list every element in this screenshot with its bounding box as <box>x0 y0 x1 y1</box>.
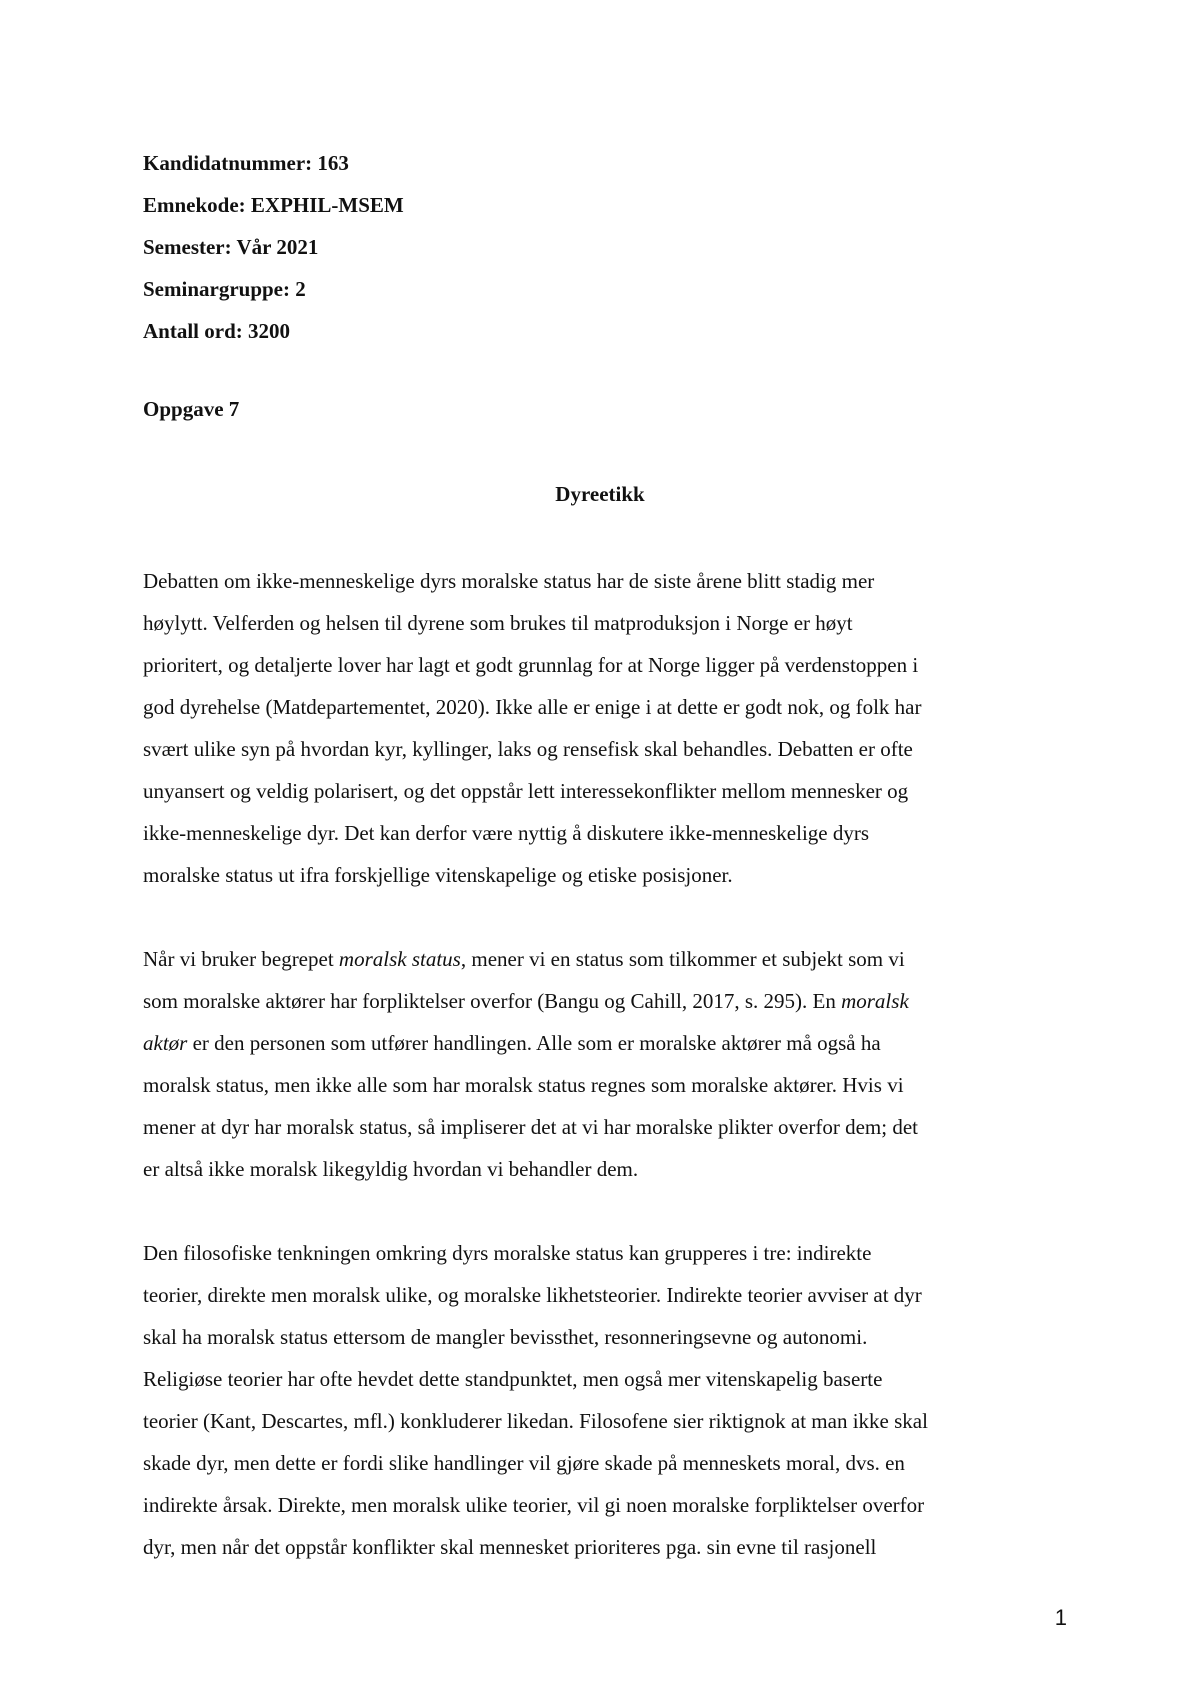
paragraph-line: god dyrehelse (Matdepartementet, 2020). Ikke alle er enige i at dette er godt nok, og folk har <box>143 695 922 719</box>
seminar-group: Seminargruppe: 2 <box>143 277 306 301</box>
paragraph-3 <box>143 1232 1063 1568</box>
candidate-number: Kandidatnummer: 163 <box>143 151 349 175</box>
paragraph-2 <box>143 938 1063 1190</box>
paragraph-line: svært ulike syn på hvordan kyr, kyllinger, laks og rensefisk skal behandles. Debatten er ofte <box>143 737 913 761</box>
text-run: er altså ikke moralsk likegyldig hvordan vi behandler dem. <box>143 1157 639 1181</box>
paragraph-line: Religiøse teorier har ofte hevdet dette standpunktet, men også mer vitenskapelig baserte <box>143 1367 883 1391</box>
text-run: som moralske aktører har forpliktelser overfor (Bangu og Cahill, 2017, s. 295). En <box>143 989 842 1013</box>
text-run: moralsk status, men ikke alle som har moralsk status regnes som moralske aktører. Hvis vi <box>143 1073 904 1097</box>
task-label: Oppgave 7 <box>143 397 240 421</box>
text-run: er den personen som utfører handlingen. Alle som er moralske aktører må også ha <box>187 1031 881 1055</box>
italic-term: moralsk <box>841 989 909 1013</box>
paragraph-line: indirekte årsak. Direkte, men moralsk ulike teorier, vil gi noen moralske forpliktelser overfor <box>143 1493 925 1517</box>
paragraph-line <box>143 1106 1063 1148</box>
text-run: Når vi bruker begrepet <box>143 947 339 971</box>
text-run: , mener vi en status som tilkommer et subjekt som vi <box>460 947 905 971</box>
text-run: mener at dyr har moralsk status, så impliserer det at vi har moralske plikter overfor dem; det <box>143 1115 919 1139</box>
course-code: Emnekode: EXPHIL-MSEM <box>143 193 404 217</box>
paragraph-line: Den filosofiske tenkningen omkring dyrs moralske status kan grupperes i tre: indirekte <box>143 1241 872 1265</box>
paragraph-line <box>143 938 1063 980</box>
paragraph-line: skade dyr, men dette er fordi slike handlinger vil gjøre skade på menneskets moral, dvs. en <box>143 1451 905 1475</box>
paragraph-line <box>143 980 1063 1022</box>
document-title: Dyreetikk <box>555 482 645 506</box>
paragraph-line: høylytt. Velferden og helsen til dyrene som brukes til matproduksjon i Norge er høyt <box>143 611 853 635</box>
word-count: Antall ord: 3200 <box>143 319 290 343</box>
paragraph-line: moralske status ut ifra forskjellige vitenskapelige og etiske posisjoner. <box>143 863 733 887</box>
paragraph-line <box>143 1148 1063 1190</box>
paragraph-line: dyr, men når det oppstår konflikter skal mennesket prioriteres pga. sin evne til rasjonell <box>143 1535 877 1559</box>
page-number: 1 <box>1054 1605 1067 1630</box>
paragraph-line: teorier, direkte men moralsk ulike, og moralske likhetsteorier. Indirekte teorier avviser at dyr <box>143 1283 922 1307</box>
paragraph-line <box>143 1022 1063 1064</box>
paragraph-line: unyansert og veldig polarisert, og det oppstår lett interessekonflikter mellom mennesker og <box>143 779 909 803</box>
semester: Semester: Vår 2021 <box>143 235 319 259</box>
italic-term: moralsk status <box>338 947 461 971</box>
paragraph-line: skal ha moralsk status ettersom de mangler bevissthet, resonneringsevne og autonomi. <box>143 1325 868 1349</box>
header-block <box>143 142 843 352</box>
italic-term: aktør <box>143 1031 188 1055</box>
paragraph-line: Debatten om ikke-menneskelige dyrs moralske status har de siste årene blitt stadig mer <box>143 569 875 593</box>
paragraph-line <box>143 1064 1063 1106</box>
paragraph-1 <box>143 560 1063 896</box>
paragraph-line: teorier (Kant, Descartes, mfl.) konkluderer likedan. Filosofene sier riktignok at man ikke skal <box>143 1409 928 1433</box>
paragraph-line: prioritert, og detaljerte lover har lagt et godt grunnlag for at Norge ligger på verdenstoppen i <box>143 653 919 677</box>
paragraph-line: ikke-menneskelige dyr. Det kan derfor være nyttig å diskutere ikke-menneskelige dyrs <box>143 821 870 845</box>
